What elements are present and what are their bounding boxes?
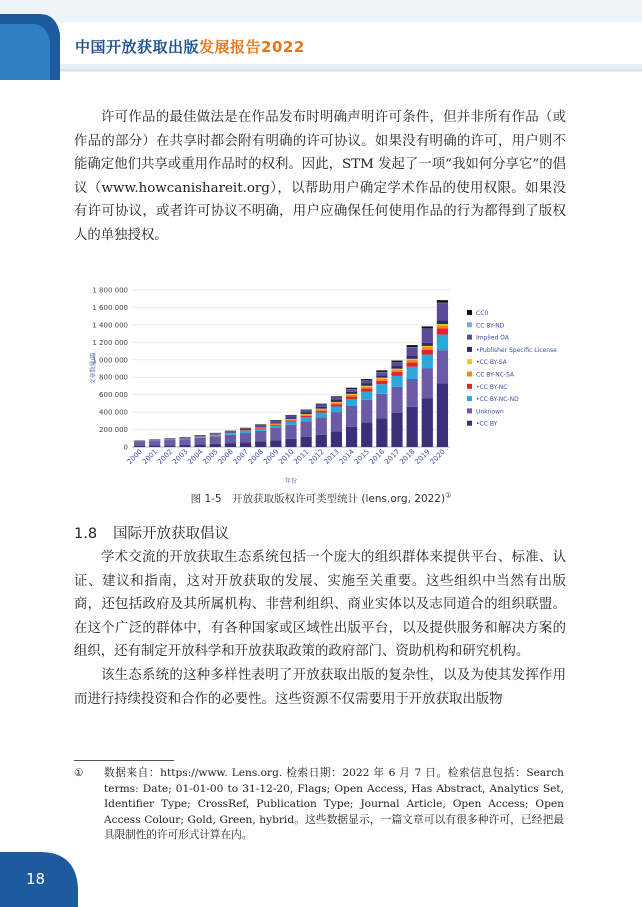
bar-segment: [255, 428, 266, 429]
bar-segment: [391, 363, 402, 366]
bar-segment: [255, 425, 266, 426]
legend-label: •CC BY: [476, 420, 498, 428]
bar-segment: [210, 434, 221, 435]
y-tick-label: 1 600 000: [92, 303, 128, 312]
figure-caption-text: 图 1-5 开放获取版权许可类型统计 (lens.org, 2022): [190, 493, 446, 505]
bar-segment: [285, 425, 296, 439]
section-heading: [74, 522, 229, 543]
bar-segment: [331, 404, 342, 406]
bar-segment: [361, 381, 372, 384]
bar-segment: [422, 346, 433, 347]
bar-segment: [361, 384, 372, 386]
bar-segment: [270, 422, 281, 423]
bar-segment: [391, 376, 402, 387]
bar-segment: [422, 326, 433, 328]
bar-segment: [134, 441, 145, 445]
x-tick-label: 2020: [428, 447, 447, 467]
running-header-title: [75, 36, 305, 57]
bar-segment: [391, 366, 402, 369]
bar-segment: [437, 324, 448, 325]
bar-segment: [270, 440, 281, 447]
bar-segment: [285, 422, 296, 425]
x-tick-label: 2003: [171, 447, 190, 467]
x-tick-label: 2019: [413, 447, 432, 467]
footnote-mark: ①: [74, 767, 84, 779]
bar-segment: [301, 416, 312, 418]
legend-label: CC0: [476, 310, 489, 317]
bar-segment: [437, 300, 448, 303]
bar-segment: [164, 445, 175, 447]
legend-label: CC BY-NC-SA: [476, 371, 515, 379]
license-type-chart: [88, 280, 560, 492]
bar-segment: [376, 384, 387, 394]
y-tick-label: 1 400 000: [92, 321, 128, 330]
bar-segment: [225, 434, 236, 435]
bar-segment: [407, 362, 418, 366]
bar-segment: [316, 411, 327, 413]
figure-caption: [0, 491, 642, 506]
x-tick-label: 2007: [231, 447, 250, 467]
bar-segment: [346, 394, 357, 395]
x-tick-label: 2018: [398, 447, 417, 467]
bar-segment: [240, 432, 251, 433]
bar-segment: [316, 409, 327, 410]
bar-segment: [331, 398, 342, 400]
bar-segment: [407, 356, 418, 359]
bar-segment: [316, 405, 327, 407]
x-tick-label: 2002: [156, 447, 175, 467]
bar-segment: [407, 345, 418, 347]
y-tick-label: 1 200 000: [92, 338, 128, 347]
header-title-year: 2022: [261, 38, 305, 56]
footnote-text: 数据来自：https://www. Lens.org. 检索日期：2022 年 6 月 7 日。检索信息包括：Search terms: Date; 01-01-00 to 31-12-20, Flags; Open Access, Has Abstract, Analytics Set, Identifier Type; CrossRef, Publication Type; Journal Article, Open Access; Open Access Colour; Gold, Green, hybrid。这些数据显示，一篇文章可以有很多种许可，已经把最具限制性的许可形式计算在内。: [104, 767, 564, 841]
y-axis-label: 文章数量/篇: [90, 352, 97, 385]
bar-segment: [225, 443, 236, 447]
bar-segment: [255, 441, 266, 447]
bar-segment: [301, 415, 312, 416]
section-title: 国际开放获取倡议: [113, 526, 230, 542]
bar-segment: [346, 399, 357, 406]
bar-segment: [361, 400, 372, 423]
bar-segment: [301, 417, 312, 421]
bar-segment: [270, 426, 281, 428]
bar-segment: [270, 421, 281, 423]
x-tick-label: 2008: [246, 447, 266, 467]
bar-segment: [376, 394, 387, 418]
bar-segment: [149, 441, 160, 446]
legend-swatch: [467, 335, 472, 340]
bar-segment: [361, 387, 372, 389]
legend-swatch: [467, 421, 472, 426]
x-tick-label: 2006: [216, 447, 235, 467]
bar-segment: [346, 396, 357, 399]
bar-segment: [210, 436, 221, 437]
bar-segment: [301, 414, 312, 415]
bar-segment: [285, 415, 296, 416]
legend-label: Unknown: [476, 408, 504, 416]
bar-segment: [270, 424, 281, 425]
bar-segment: [361, 392, 372, 400]
bar-segment: [437, 350, 448, 383]
bar-segment: [346, 395, 357, 397]
legend-swatch: [467, 408, 472, 413]
bar-segment: [376, 370, 387, 372]
bar-segment: [407, 407, 418, 447]
bar-segment: [376, 418, 387, 447]
bar-segment: [331, 431, 342, 447]
bar-segment: [331, 406, 342, 412]
bar-segment: [285, 439, 296, 447]
bar-segment: [301, 410, 312, 411]
bar-segment: [422, 343, 433, 346]
body-text-bottom: [74, 546, 566, 711]
bar-segment: [240, 431, 251, 432]
bar-segment: [134, 446, 145, 447]
bar-segment: [391, 369, 402, 370]
bar-segment: [346, 388, 357, 389]
bar-segment: [437, 325, 448, 328]
paragraph-diversity: 该生态系统的这种多样性表明了开放获取出版的复杂性，以及为使其发挥作用而进行持续投资和合作的必要性。这些资源不仅需要用于开放获取出版物: [74, 667, 566, 707]
bar-segment: [376, 372, 387, 375]
bar-segment: [149, 439, 160, 440]
bar-segment: [437, 383, 448, 447]
y-tick-label: 1 000 000: [92, 356, 128, 365]
bar-segment: [437, 334, 448, 350]
bar-segment: [437, 321, 448, 324]
x-tick-label: 2004: [186, 447, 205, 467]
y-tick-label: 400 000: [99, 408, 128, 417]
legend-label: •CC BY-SA: [476, 359, 507, 367]
bar-segment: [240, 428, 251, 429]
bar-segment: [255, 429, 266, 431]
bar-segment: [301, 412, 312, 414]
bar-segment: [164, 440, 175, 445]
x-tick-label: 2000: [125, 447, 144, 467]
legend-label: Implied OA: [476, 334, 509, 342]
legend-swatch: [467, 359, 472, 364]
bar-segment: [179, 445, 190, 447]
paragraph-ecosystem: 学术交流的开放获取生态系统包括一个庞大的组织群体来提供平台、标准、认证、建议和指南，这对开放获取的发展、实施至关重要。这些组织中当然有出版商，还包括政府及其所属机构、非营利组织、商业实体以及志同道合的组织联盟。在这个广泛的群体中，有各种国家或区域性出版平台，以及提供服务和解决方案的组织，还有制定开放科学和开放获取政策的政府部门、资助机构和研究机构。: [74, 550, 566, 660]
bar-segment: [240, 442, 251, 447]
bar-segment: [331, 396, 342, 397]
header-title-part2: 发展报告: [199, 38, 262, 56]
bar-segment: [164, 438, 175, 439]
bar-segment: [179, 437, 190, 438]
bar-segment: [210, 433, 221, 434]
legend-swatch: [467, 396, 472, 401]
bar-segment: [240, 430, 251, 431]
bar-segment: [225, 432, 236, 433]
x-axis-label: 年份: [284, 478, 298, 485]
y-tick-label: 800 000: [99, 373, 128, 382]
bar-segment: [407, 379, 418, 407]
x-tick-label: 2016: [368, 447, 387, 467]
figure-caption-note[interactable]: ①: [445, 491, 452, 500]
bar-segment: [270, 425, 281, 426]
bar-segment: [210, 436, 221, 443]
bar-segment: [422, 350, 433, 355]
bar-segment: [376, 379, 387, 381]
bar-segment: [361, 389, 372, 392]
bar-segment: [346, 389, 357, 392]
bar-segment: [255, 426, 266, 427]
x-tick-label: 2013: [322, 447, 341, 467]
footnote-divider: [74, 760, 174, 761]
bar-segment: [285, 416, 296, 418]
x-tick-label: 2012: [307, 447, 326, 467]
bar-segment: [195, 437, 206, 438]
bar-segment: [376, 375, 387, 377]
bar-segment: [301, 421, 312, 437]
legend-swatch: [467, 384, 472, 389]
bar-segment: [422, 369, 433, 399]
y-tick-label: 1 800 000: [92, 286, 128, 295]
legend-swatch: [467, 322, 472, 327]
bar-segment: [346, 406, 357, 427]
bar-segment: [285, 418, 296, 419]
x-tick-label: 2009: [262, 447, 281, 467]
bar-segment: [331, 412, 342, 431]
header-title-part1: 中国开放获取出版: [75, 38, 200, 56]
bar-segment: [422, 355, 433, 369]
bar-segment: [195, 436, 206, 437]
chart-svg: [88, 280, 560, 492]
bar-segment: [240, 433, 251, 442]
bar-segment: [210, 444, 221, 447]
bar-segment: [240, 431, 251, 432]
bar-segment: [361, 423, 372, 447]
bar-segment: [391, 413, 402, 447]
bar-segment: [195, 444, 206, 447]
bar-segment: [316, 404, 327, 405]
bar-segment: [437, 303, 448, 320]
legend-label: •CC BY-NC: [476, 383, 508, 391]
bar-segment: [407, 360, 418, 362]
bar-segment: [195, 435, 206, 436]
x-tick-label: 2015: [352, 447, 372, 467]
bar-segment: [331, 400, 342, 402]
x-tick-label: 2014: [337, 447, 356, 467]
y-tick-label: 200 000: [99, 426, 128, 435]
legend-swatch: [467, 347, 472, 352]
bar-segment: [391, 370, 402, 372]
bar-segment: [301, 437, 312, 447]
bar-segment: [331, 402, 342, 403]
bar-segment: [391, 372, 402, 376]
bar-segment: [285, 419, 296, 420]
bar-segment: [437, 328, 448, 334]
bar-segment: [422, 329, 433, 343]
x-tick-label: 2001: [140, 447, 160, 467]
x-tick-label: 2005: [201, 447, 220, 467]
y-tick-label: 600 000: [99, 391, 128, 400]
bar-segment: [422, 347, 433, 350]
legend-label: CC BY-ND: [476, 322, 505, 330]
bar-segment: [179, 439, 190, 445]
bar-segment: [270, 428, 281, 440]
y-tick-label: 0: [123, 443, 128, 452]
x-tick-label: 2017: [383, 447, 402, 467]
bar-segment: [255, 431, 266, 441]
bar-segment: [391, 387, 402, 413]
legend-swatch: [467, 310, 472, 315]
bar-segment: [316, 407, 327, 409]
bar-segment: [316, 413, 327, 418]
bar-segment: [316, 409, 327, 410]
body-text-top: [74, 106, 566, 248]
x-tick-label: 2010: [277, 447, 296, 467]
section-number: 1.8: [74, 526, 98, 542]
x-tick-label: 2011: [292, 447, 311, 467]
bar-segment: [407, 367, 418, 379]
bar-segment: [346, 392, 357, 394]
bar-segment: [422, 398, 433, 447]
bar-segment: [255, 424, 266, 425]
bar-segment: [270, 420, 281, 421]
bar-segment: [407, 347, 418, 356]
bar-segment: [149, 445, 160, 447]
bar-segment: [195, 438, 206, 445]
bar-segment: [407, 359, 418, 360]
bar-segment: [316, 435, 327, 447]
legend-label: •Publisher Specific License: [476, 346, 557, 354]
bar-segment: [255, 428, 266, 429]
bar-segment: [346, 427, 357, 447]
bar-segment: [225, 435, 236, 443]
bar-segment: [361, 386, 372, 387]
bar-segment: [316, 417, 327, 434]
bar-segment: [301, 411, 312, 413]
footnote: [74, 766, 564, 844]
bar-segment: [376, 378, 387, 379]
legend-label: •CC BY-NC-ND: [476, 396, 519, 404]
bar-segment: [391, 361, 402, 363]
page-number: 18: [26, 870, 46, 888]
bar-segment: [361, 379, 372, 380]
bar-segment: [376, 381, 387, 384]
legend-swatch: [467, 372, 472, 377]
paragraph-license-practice: 许可作品的最佳做法是在作品发布时明确声明许可条件，但并非所有作品（或作品的部分）在共享时都会附有明确的许可协议。如果没有明确的许可，用户则不能确定他们共享或重用作品时的权利。因此，STM 发起了一项“我如何分享它”的倡议（www.howcanishareit.org），以帮助用户确定学术作品的使用权限。如果没有许可协议，或者许可协议不明确，用户应确保任何使用作品的行为都得到了版权人的单独授权。: [74, 110, 566, 243]
bar-segment: [285, 420, 296, 421]
bar-segment: [331, 403, 342, 405]
bar-segment: [225, 431, 236, 432]
